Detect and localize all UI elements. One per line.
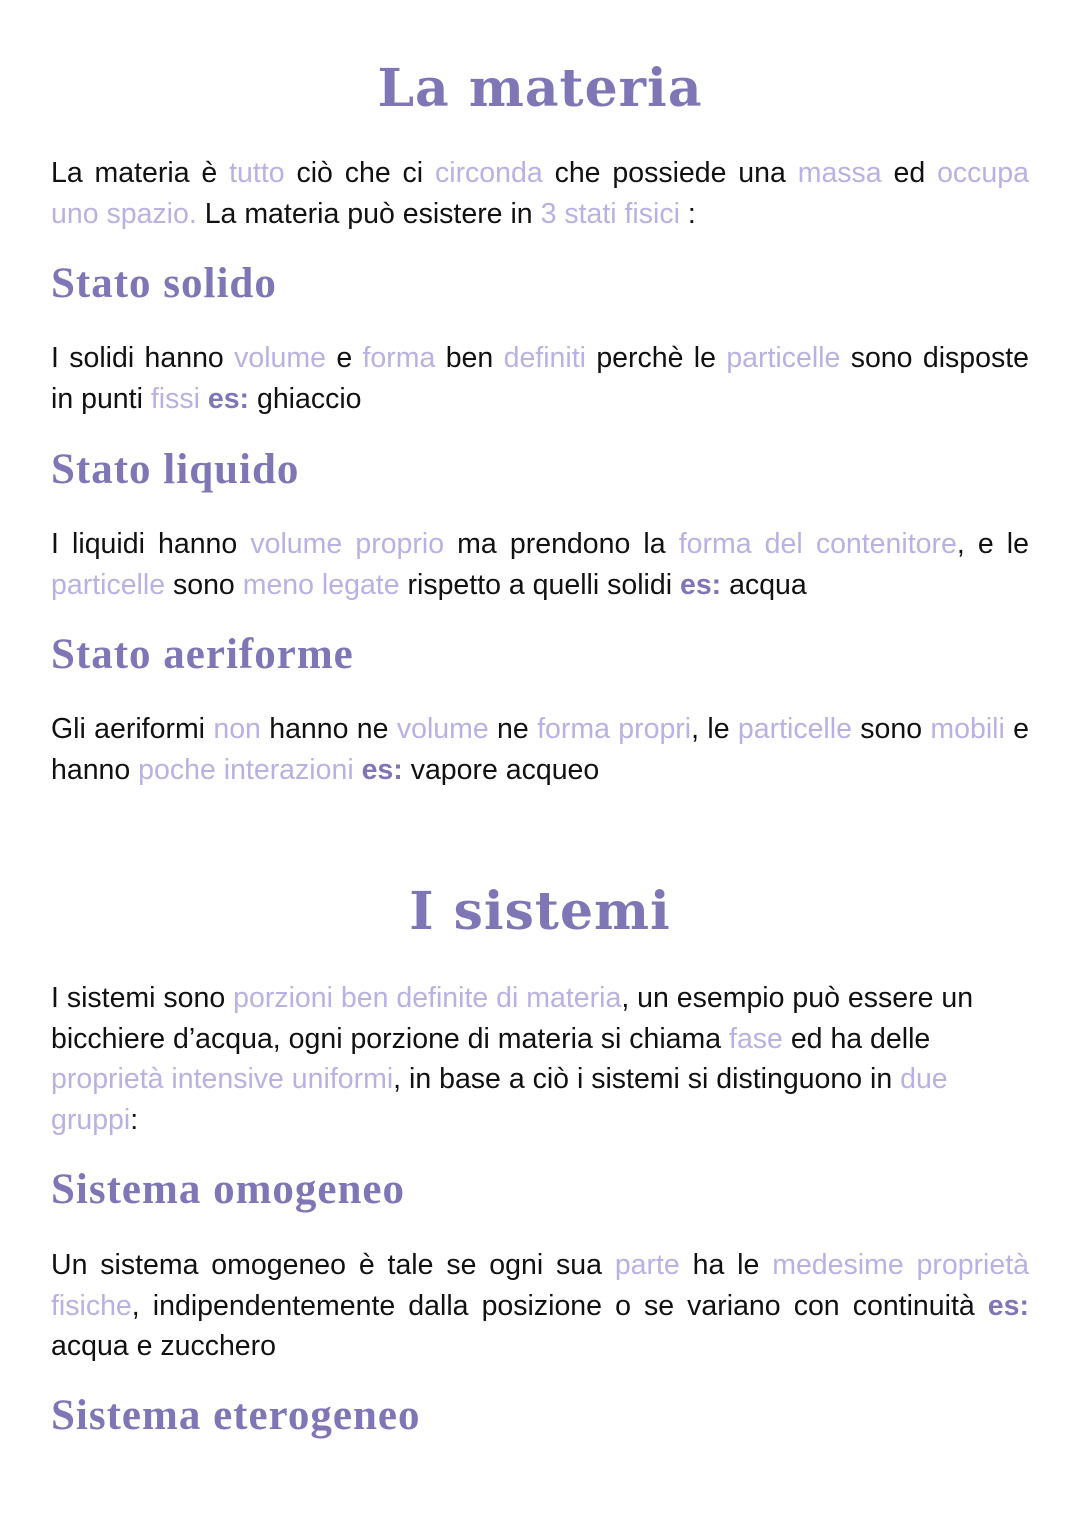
highlighted-term: volume proprio (250, 528, 445, 560)
text-segment: , in base a ciò i sistemi si distinguono in (393, 1063, 901, 1096)
text-segment: acqua e zucchero (51, 1330, 276, 1363)
heading-stato-aeriforme: Stato aeriforme (51, 631, 354, 678)
text-segment: ha le (679, 1249, 773, 1281)
highlighted-term: fase (729, 1022, 783, 1055)
text-segment: rispetto a quelli solidi (399, 568, 680, 601)
text-segment: I sistemi sono (51, 982, 234, 1014)
highlighted-term: particelle (51, 568, 166, 601)
highlighted-term: non (213, 713, 261, 745)
highlighted-term: poche interazioni (138, 753, 354, 786)
text-segment: ghiaccio (249, 382, 362, 415)
highlighted-term: porzioni ben definite di materia (233, 982, 622, 1014)
highlighted-term: mobili (930, 713, 1005, 745)
text-segment: ma prendono la (444, 528, 679, 560)
text-segment: La materia può esistere in (196, 197, 541, 230)
highlighted-term: tutto (229, 157, 285, 189)
paragraph-sistema-omogeneo (51, 1245, 1029, 1367)
text-segment: sono (165, 568, 243, 601)
highlighted-term: forma (362, 342, 436, 374)
highlighted-term: meno legate (242, 568, 400, 601)
example-label: es: (679, 568, 722, 601)
paragraph-materia-intro (51, 153, 1029, 234)
text-segment: ne (488, 713, 538, 745)
text-segment: La materia è (51, 157, 230, 189)
paragraph-sistemi-intro (51, 978, 1029, 1141)
text-segment: , un esempio può essere un bicchiere d’acqua, ogni porzione di materia si chiama (51, 982, 974, 1055)
highlighted-term: 3 stati fisici (540, 197, 688, 230)
text-segment: ed ha delle (782, 1022, 931, 1055)
highlighted-term: volume (396, 713, 489, 745)
highlighted-term: proprietà intensive uniformi (51, 1063, 394, 1096)
text-segment: , le (691, 713, 738, 745)
text-segment: Un sistema omogeneo è tale se ogni sua (51, 1249, 615, 1281)
example-label: es: (987, 1289, 1029, 1322)
highlighted-term: volume (234, 342, 326, 374)
text-segment: acqua (721, 568, 807, 601)
highlighted-term: definiti (503, 342, 586, 374)
text-segment: : (687, 197, 696, 230)
highlighted-term: medesime proprietà fisiche (51, 1249, 1029, 1322)
highlighted-term: forma del contenitore (678, 528, 957, 560)
text-segment: , e le (956, 528, 1029, 560)
paragraph-stato-aeriforme (51, 709, 1029, 790)
highlighted-term: particelle (726, 342, 841, 374)
highlighted-term: massa (797, 157, 882, 189)
heading-stato-solido: Stato solido (51, 260, 277, 307)
page-title-materia: La materia (377, 58, 703, 119)
example-label: es: (207, 382, 250, 415)
text-segment: Gli aeriformi (51, 713, 214, 745)
example-label: es: (361, 753, 403, 786)
paragraph-stato-liquido (51, 524, 1029, 605)
highlighted-term: fissi (150, 382, 200, 415)
text-segment: hanno ne (260, 713, 397, 745)
text-segment: , indipendentemente dalla posizione o se variano con continuità (131, 1289, 988, 1322)
text-segment: sono (851, 713, 931, 745)
heading-sistema-eterogeneo: Sistema eterogeneo (51, 1392, 421, 1439)
text-segment (200, 383, 208, 415)
text-segment: : (130, 1104, 139, 1137)
text-segment: e (326, 342, 363, 374)
heading-sistema-omogeneo: Sistema omogeneo (51, 1166, 405, 1213)
highlighted-term: occupa uno spazio. (51, 157, 1029, 230)
text-segment (354, 754, 362, 786)
text-segment: ed (881, 157, 938, 189)
heading-stato-liquido: Stato liquido (51, 446, 300, 493)
page-title-sistemi: I sistemi (409, 881, 671, 942)
text-segment: e hanno (51, 713, 1030, 786)
text-segment: I liquidi hanno (51, 528, 251, 560)
text-segment: che possiede una (542, 157, 798, 189)
paragraph-stato-solido (51, 338, 1029, 419)
text-segment: ben (435, 342, 504, 374)
text-segment: vapore acqueo (402, 753, 600, 786)
text-segment: sono disposte in punti (51, 342, 1029, 415)
highlighted-term: forma propri (537, 713, 692, 745)
highlighted-term: parte (614, 1249, 680, 1281)
text-segment: I solidi hanno (51, 342, 235, 374)
text-segment: perchè le (585, 342, 727, 374)
highlighted-term: particelle (737, 713, 852, 745)
highlighted-term: due gruppi (51, 1063, 948, 1137)
text-segment: ciò che ci (284, 157, 435, 189)
highlighted-term: circonda (434, 157, 543, 189)
